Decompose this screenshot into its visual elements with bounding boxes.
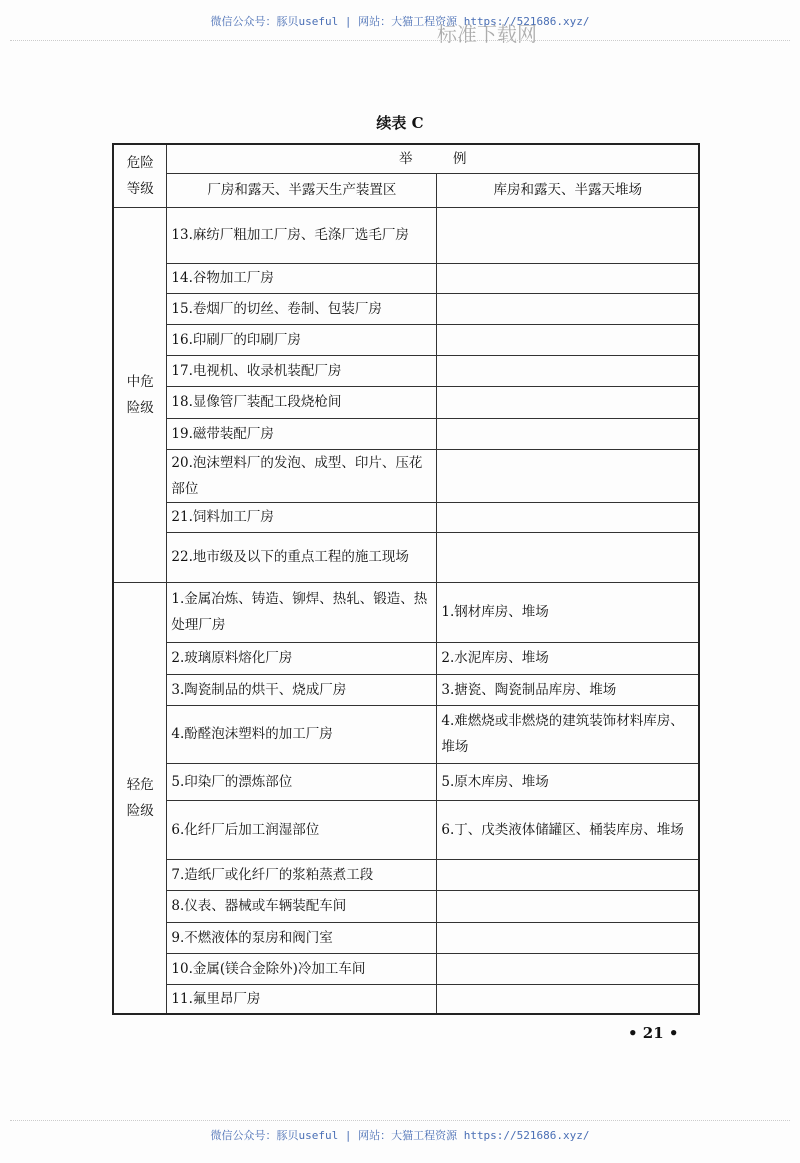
table-row: [113, 418, 699, 449]
storage-cell: [437, 449, 699, 502]
storage-cell: [437, 207, 699, 263]
table-row: [113, 386, 699, 418]
header-factory: 厂房和露天、半露天生产装置区: [167, 173, 437, 207]
watermark-top: 微信公众号：豚贝useful | 网站：大猫工程资源 https://521686.xyz/: [210, 15, 590, 28]
factory-cell: 5.印染厂的漂炼部位: [167, 763, 437, 800]
factory-cell: 18.显像管厂装配工段烧枪间: [167, 386, 437, 418]
header-examples: 举 例: [167, 144, 699, 173]
storage-cell: [437, 324, 699, 355]
storage-cell: [437, 922, 699, 953]
table-row: [113, 859, 699, 890]
factory-cell: 8.仪表、器械或车辆装配车间: [167, 890, 437, 922]
storage-cell: [437, 859, 699, 890]
table-row: [113, 324, 699, 355]
watermark-overlay: 标准下载网: [437, 22, 537, 46]
factory-cell: 6.化纤厂后加工润湿部位: [167, 800, 437, 859]
header-storage: 库房和露天、半露天堆场: [437, 173, 699, 207]
storage-cell: 5.原木库房、堆场: [437, 763, 699, 800]
table-title: 续表 C: [376, 114, 424, 132]
divider: [10, 1120, 790, 1121]
table-row: [113, 984, 699, 1014]
factory-cell: 14.谷物加工厂房: [167, 263, 437, 293]
table-row: [113, 674, 699, 705]
storage-cell: [437, 293, 699, 324]
factory-cell: 13.麻纺厂粗加工厂房、毛涤厂选毛厂房: [167, 207, 437, 263]
factory-cell: 15.卷烟厂的切丝、卷制、包装厂房: [167, 293, 437, 324]
table-row: [113, 890, 699, 922]
table-row: [113, 449, 699, 502]
table-row: [113, 642, 699, 674]
storage-cell: [437, 890, 699, 922]
storage-cell: [437, 984, 699, 1014]
table-row: [113, 922, 699, 953]
table-row: [113, 207, 699, 263]
factory-cell: 19.磁带装配厂房: [167, 418, 437, 449]
storage-cell: [437, 355, 699, 386]
factory-cell: 20.泡沫塑料厂的发泡、成型、印片、压花部位: [167, 449, 437, 502]
table-row: [113, 532, 699, 582]
factory-cell: 17.电视机、收录机装配厂房: [167, 355, 437, 386]
hazard-level: 中危险级: [113, 207, 167, 582]
table-row: [113, 953, 699, 984]
table-row: [113, 800, 699, 859]
factory-cell: 22.地市级及以下的重点工程的施工现场: [167, 532, 437, 582]
storage-cell: [437, 532, 699, 582]
storage-cell: [437, 418, 699, 449]
table-row: [113, 355, 699, 386]
hazard-table: [112, 143, 700, 1015]
watermark-bottom: 微信公众号：豚贝useful | 网站：大猫工程资源 https://521686.xyz/: [210, 1129, 590, 1142]
table-row: [113, 502, 699, 532]
factory-cell: 1.金属冶炼、铸造、铆焊、热轧、锻造、热处理厂房: [167, 582, 437, 642]
header-level: 危险等级: [113, 144, 167, 207]
divider: [10, 40, 790, 41]
table-row: [113, 705, 699, 763]
factory-cell: 3.陶瓷制品的烘干、烧成厂房: [167, 674, 437, 705]
table-row: [113, 263, 699, 293]
factory-cell: 21.饲料加工厂房: [167, 502, 437, 532]
storage-cell: [437, 953, 699, 984]
table-row: [113, 763, 699, 800]
factory-cell: 4.酚醛泡沫塑料的加工厂房: [167, 705, 437, 763]
factory-cell: 2.玻璃原料熔化厂房: [167, 642, 437, 674]
table-row: [113, 582, 699, 642]
storage-cell: [437, 263, 699, 293]
storage-cell: 4.难燃烧或非燃烧的建筑装饰材料库房、堆场: [437, 705, 699, 763]
storage-cell: [437, 502, 699, 532]
storage-cell: [437, 386, 699, 418]
factory-cell: 9.不燃液体的泵房和阀门室: [167, 922, 437, 953]
factory-cell: 10.金属(镁合金除外)冷加工车间: [167, 953, 437, 984]
storage-cell: 6.丁、戊类液体储罐区、桶装库房、堆场: [437, 800, 699, 859]
table-row: [113, 293, 699, 324]
page-number: • 21 •: [628, 1024, 679, 1042]
storage-cell: 2.水泥库房、堆场: [437, 642, 699, 674]
hazard-level: 轻危险级: [113, 582, 167, 1014]
factory-cell: 11.氟里昂厂房: [167, 984, 437, 1014]
factory-cell: 7.造纸厂或化纤厂的浆粕蒸煮工段: [167, 859, 437, 890]
storage-cell: 1.钢材库房、堆场: [437, 582, 699, 642]
factory-cell: 16.印刷厂的印刷厂房: [167, 324, 437, 355]
storage-cell: 3.搪瓷、陶瓷制品库房、堆场: [437, 674, 699, 705]
